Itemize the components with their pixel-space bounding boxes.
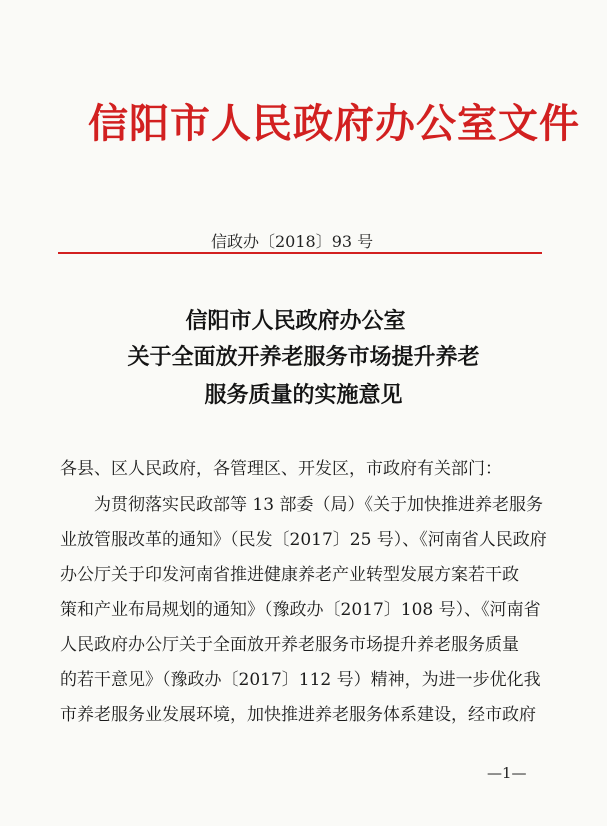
body-paragraph-line: 人民政府办公厅关于全面放开养老服务市场提升养老服务质量	[60, 635, 519, 655]
issuer-header-title: 信阳市人民政府办公室文件	[88, 101, 580, 147]
page-number: —1—	[487, 764, 527, 782]
body-paragraph-line: 策和产业布局规划的通知》（豫政办〔2017〕108 号）、《河南省	[60, 600, 541, 620]
document-title-line-3: 服务质量的实施意见	[204, 382, 403, 408]
document-title-line-2: 关于全面放开养老服务市场提升养老	[127, 344, 480, 370]
body-paragraph-line: 业放管服改革的通知》（民发〔2017〕25 号）、《河南省人民政府	[60, 530, 547, 550]
document-title-line-1: 信阳市人民政府办公室	[185, 308, 406, 334]
body-paragraph-line: 的若干意见》（豫政办〔2017〕112 号）精神，为进一步优化我	[60, 670, 541, 690]
red-divider-rule	[58, 252, 542, 254]
document-number: 信政办〔2018〕93 号	[211, 232, 374, 251]
addressee-line: 各县、区人民政府，各管理区、开发区，市政府有关部门：	[60, 459, 502, 479]
body-paragraph-line: 市养老服务业发展环境，加快推进养老服务体系建设，经市政府	[60, 705, 536, 725]
body-paragraph-line: 为贯彻落实民政部等 13 部委（局）《关于加快推进养老服务	[94, 495, 543, 515]
body-paragraph-line: 办公厅关于印发河南省推进健康养老产业转型发展方案若干政	[60, 565, 519, 585]
